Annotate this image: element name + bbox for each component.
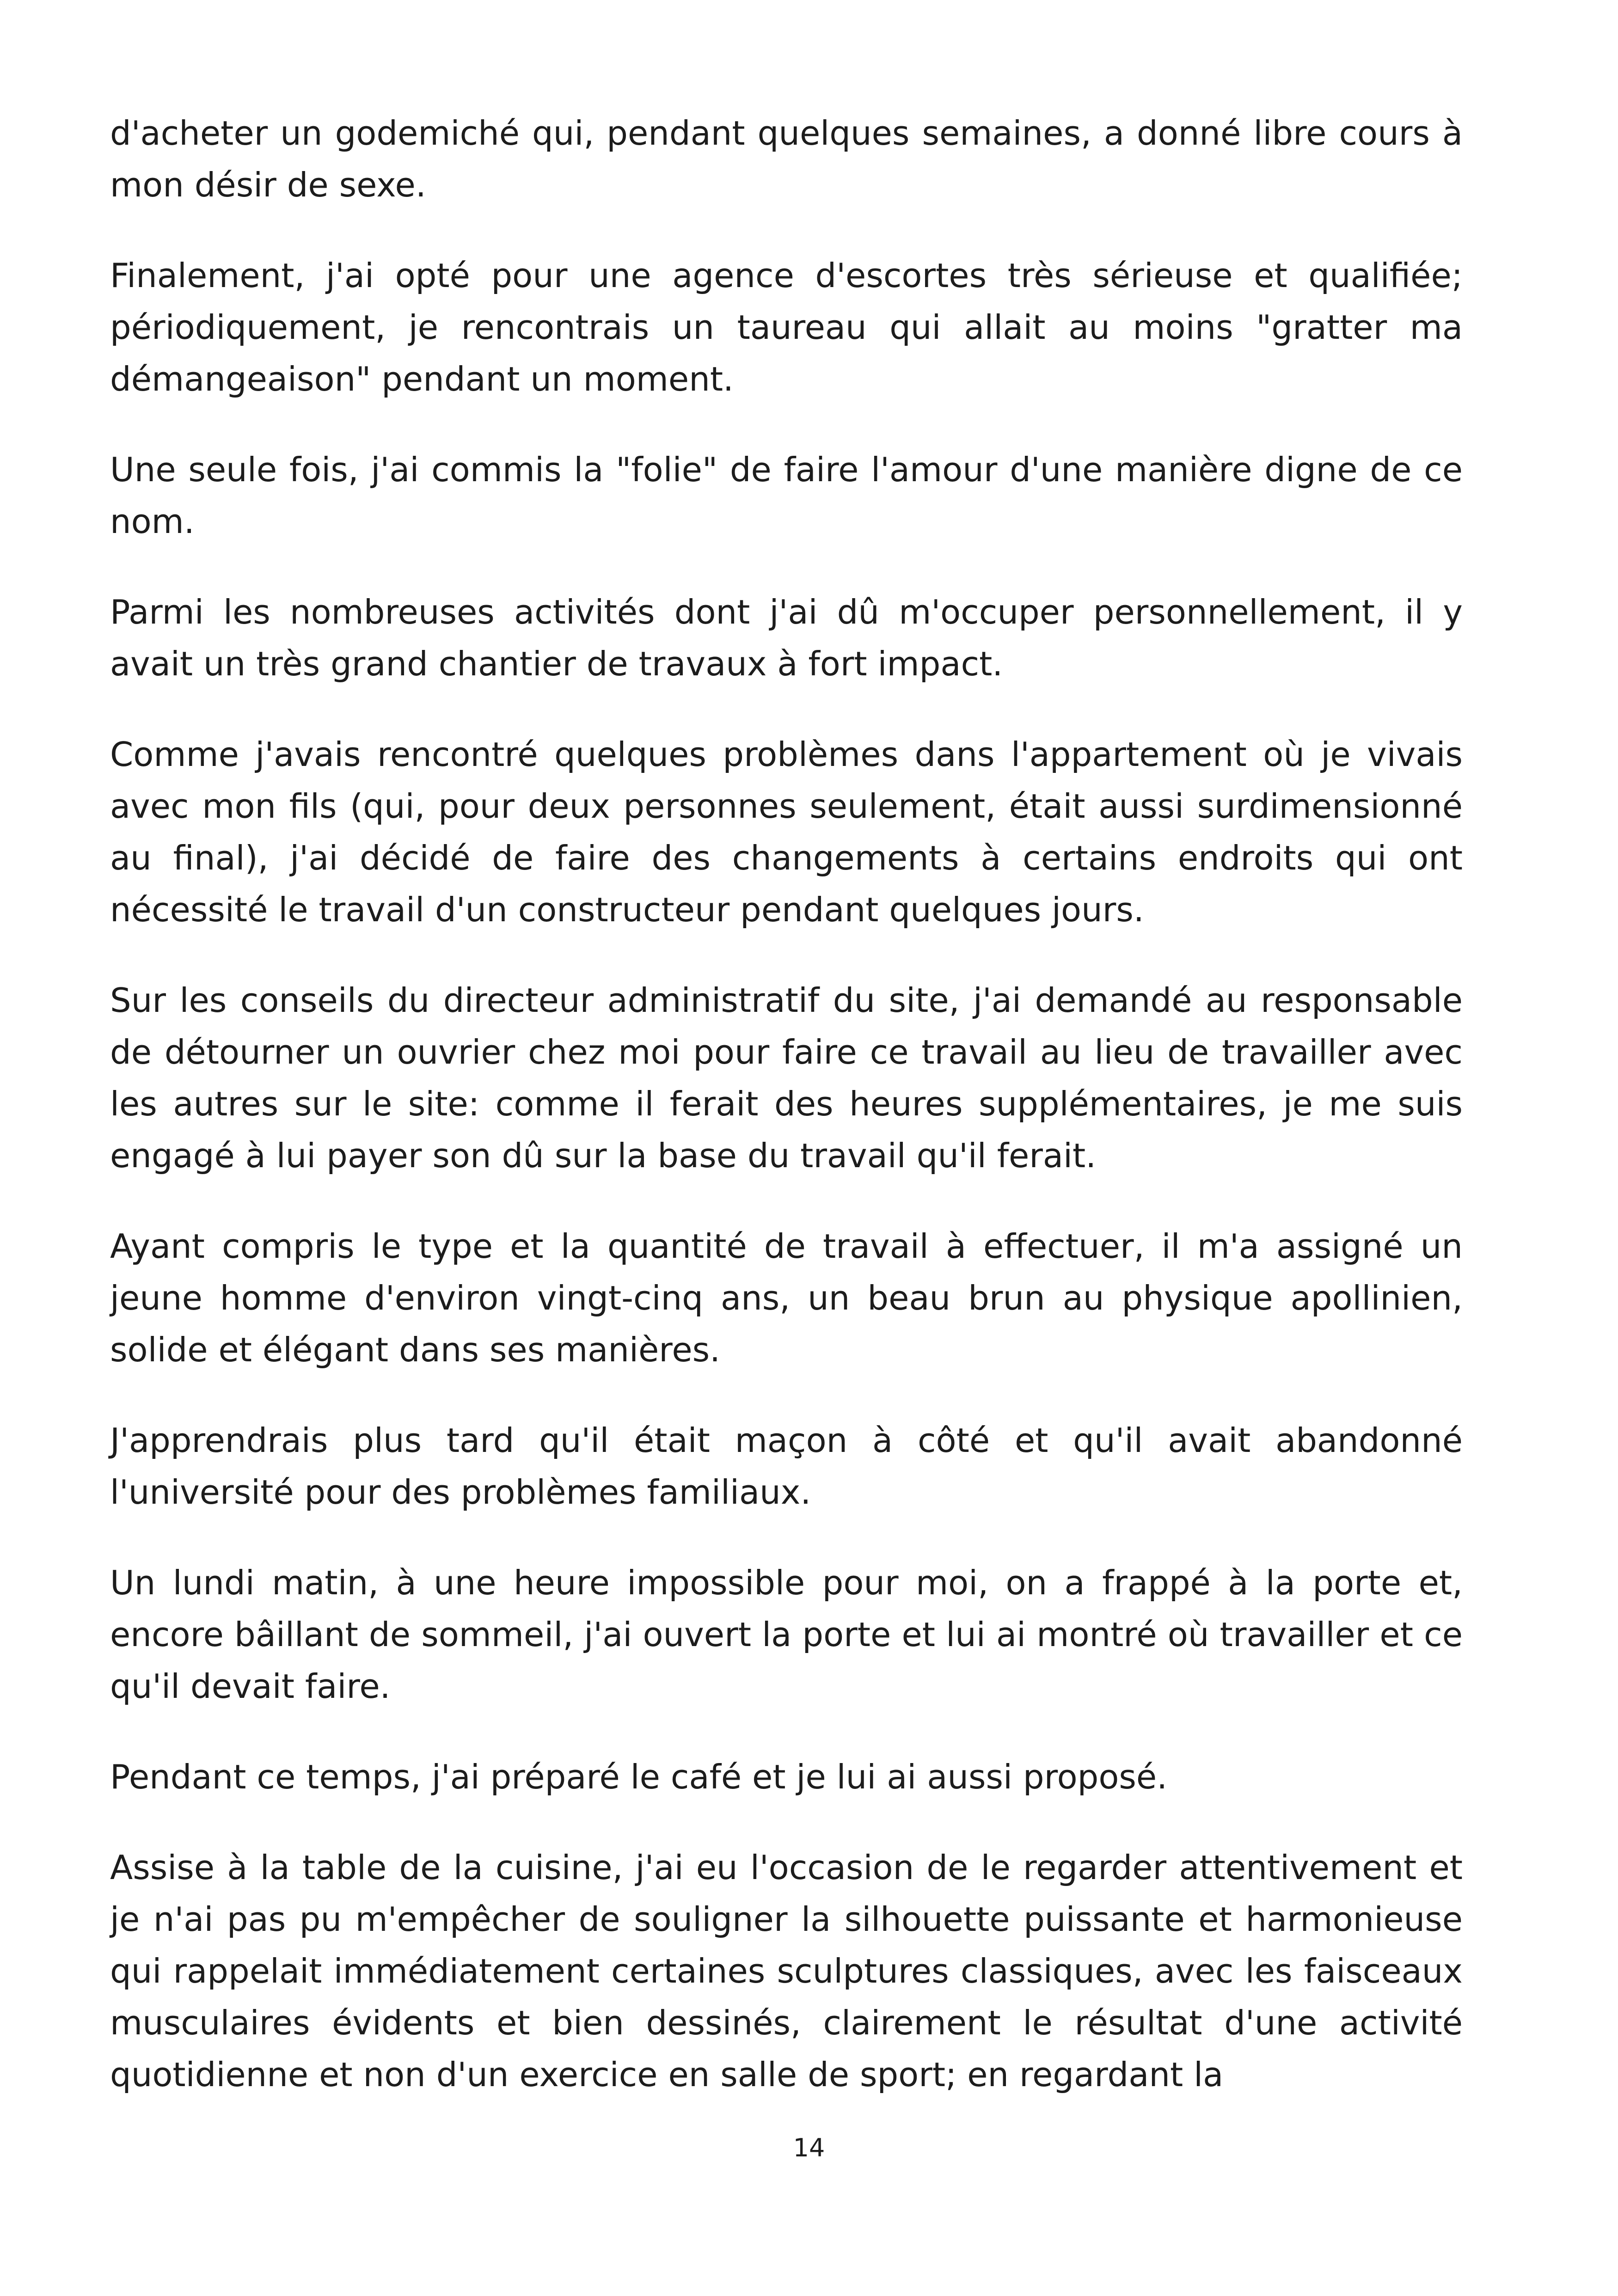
paragraph: Assise à la table de la cuisine, j'ai eu l'occasion de le regarder attentivement et je n'ai pas pu m'empêcher de souligner la silhouette puissante et harmonieuse qui rappelait immédiatement certaines sculptures classiques, avec les faisceaux musculaires évidents et bien dessinés, clairement le résultat d'une activité quotidienne et non d'un exercice en salle de sport; en regardant la (110, 1848, 1463, 2094)
paragraph: Parmi les nombreuses activités dont j'ai dû m'occuper personnellement, il y avait un très grand chantier de travaux à fort impact. (110, 593, 1463, 683)
paragraph: d'acheter un godemiché qui, pendant quelques semaines, a donné libre cours à mon désir de sexe. (110, 114, 1463, 204)
paragraph: Une seule fois, j'ai commis la "folie" de faire l'amour d'une manière digne de ce nom. (110, 450, 1463, 541)
paragraph: Pendant ce temps, j'ai préparé le café et je lui ai aussi proposé. (110, 1757, 1168, 1796)
paragraph: Un lundi matin, à une heure impossible pour moi, on a frappé à la porte et, encore bâillant de sommeil, j'ai ouvert la porte et lui ai montré où travailler et ce qu'il devait faire. (110, 1563, 1463, 1706)
paragraph: Finalement, j'ai opté pour une agence d'escortes très sérieuse et qualifiée; périodiquement, je rencontrais un taureau qui allait au moins "gratter ma démangeaison" pendant un moment. (110, 256, 1463, 398)
paragraph: Sur les conseils du directeur administratif du site, j'ai demandé au responsable de détourner un ouvrier chez moi pour faire ce travail au lieu de travailler avec les autres sur le site: comme il ferait des heures supplémentaires, je me suis engagé à lui payer son dû sur la base du travail qu'il ferait. (110, 981, 1463, 1175)
body-text (110, 107, 1463, 2100)
paragraph: Ayant compris le type et la quantité de travail à effectuer, il m'a assigné un jeune homme d'environ vingt-cinq ans, un beau brun au physique apollinien, solide et élégant dans ses manières. (110, 1227, 1463, 1369)
paragraph: J'apprendrais plus tard qu'il était maçon à côté et qu'il avait abandonné l'université pour des problèmes familiaux. (110, 1421, 1463, 1512)
page-number: 14 (793, 2133, 825, 2162)
paragraph: Comme j'avais rencontré quelques problèmes dans l'appartement où je vivais avec mon fils (qui, pour deux personnes seulement, était aussi surdimensionné au final), j'ai décidé de faire des changements à certains endroits qui ont nécessité le travail d'un constructeur pendant quelques jours. (110, 735, 1463, 929)
